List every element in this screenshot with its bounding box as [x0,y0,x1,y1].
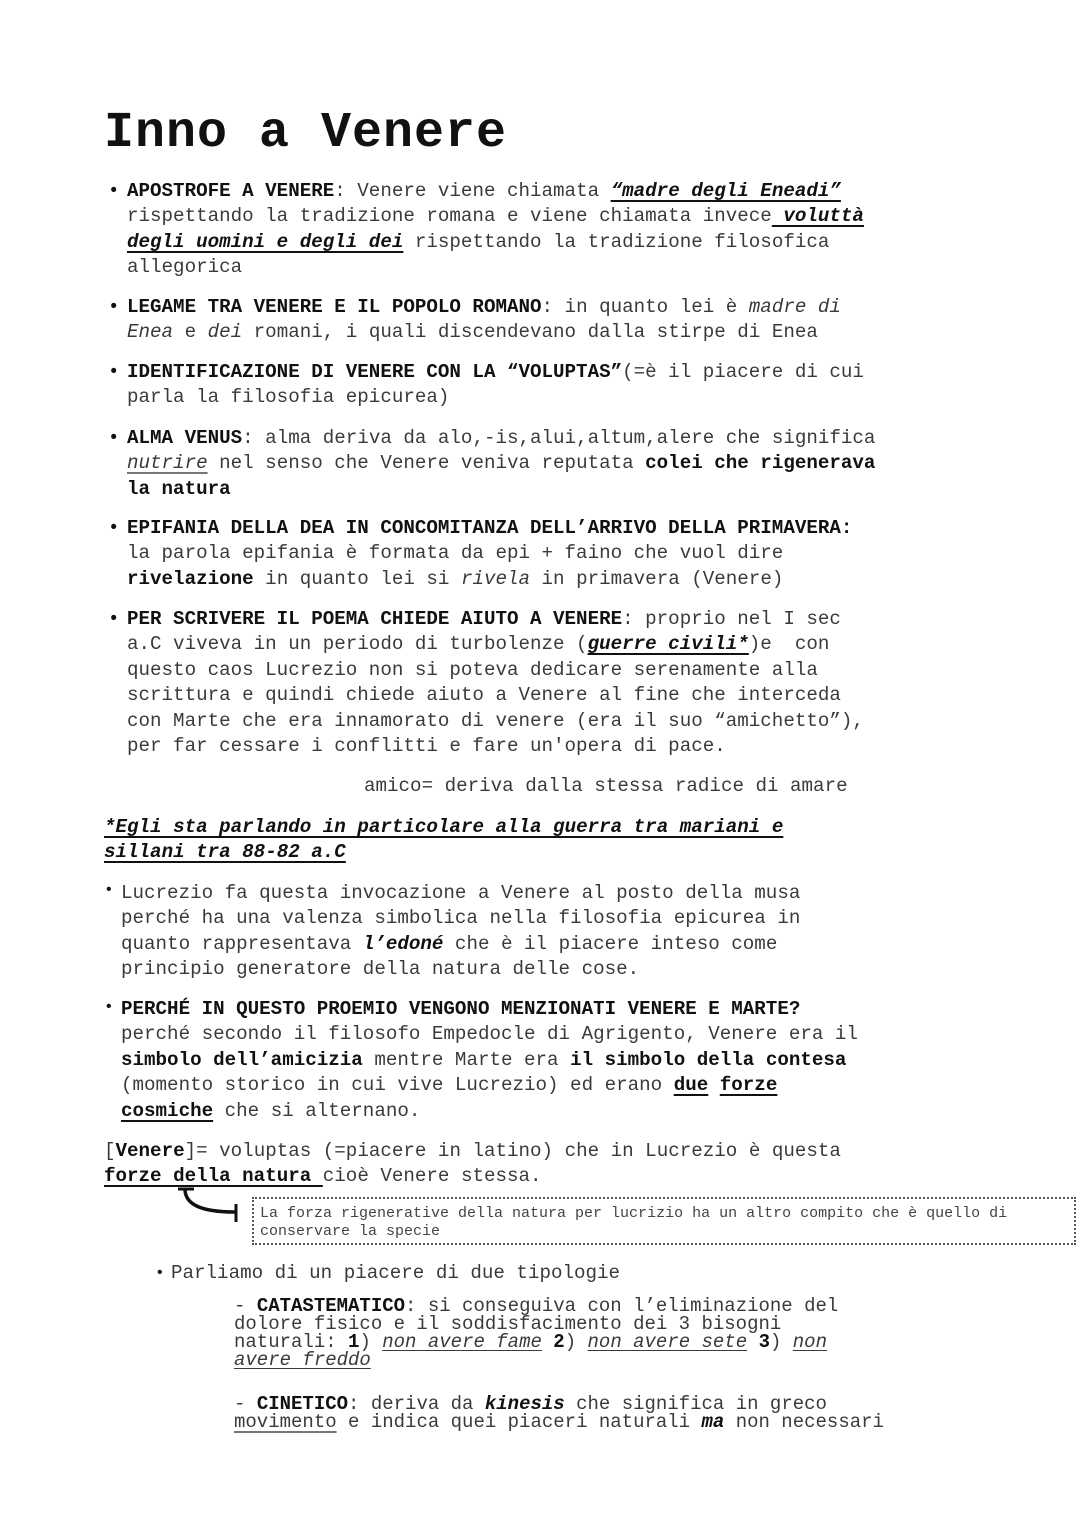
piacere-intro: Parliamo di un piacere di due tipologie [171,1262,621,1284]
piacere-cinetico: - CINETICO: deriva da kinesis che significa in greco movimento e indica quei piaceri naturali ma non necessari [234,1393,884,1433]
bullet-icon: • [108,427,120,449]
section-apostrofe: APOSTROFE A VENERE: Venere viene chiamata “madre degli Eneadi” rispettando la tradizione romana e viene chiamata invece voluttà degli uomini e degli dei rispettando la tradizione filosofica allegorica [127,180,864,279]
section-heading: PERCHÉ IN QUESTO PROEMIO VENGONO MENZIONATI VENERE E MARTE? [121,998,801,1020]
section-alma-venus: ALMA VENUS: alma deriva da alo,-is,alui,altum,alere che significa nutrire nel senso che Venere veniva reputata colei che rigenerava la natura [127,427,876,500]
piacere-catastematico: - CATASTEMATICO: si conseguiva con l’eliminazione del dolore fisico e il soddisfacimento dei 3 bisogni naturali: 1) non avere fame 2) non avere sete 3) non avere freddo [234,1295,839,1371]
callout-box: La forza rigenerative della natura per lucrizio ha un altro compito che è quello di conservare la specie [252,1197,1076,1245]
bullet-icon: • [108,517,120,539]
side-note-amico: amico= deriva dalla stessa radice di amare [364,775,848,797]
bullet-icon: • [108,296,120,318]
section-heading: APOSTROFE A VENERE [127,180,335,202]
section-identificazione: IDENTIFICAZIONE DI VENERE CON LA “VOLUPTAS”(=è il piacere di cui parla la filosofia epicurea) [127,361,864,409]
venere-definition: [Venere]= voluptas (=piacere in latino) che in Lucrezio è questa forze della natura cioè Venere stessa. [104,1140,841,1188]
section-heading: IDENTIFICAZIONE DI VENERE CON LA “VOLUPTAS” [127,361,623,383]
section-heading: EPIFANIA DELLA DEA IN CONCOMITANZA DELL’ARRIVO DELLA PRIMAVERA [127,517,841,539]
section-heading: LEGAME TRA VENERE E IL POPOLO ROMANO [127,296,542,318]
catastematico-heading: CATASTEMATICO [256,1295,406,1317]
bullet-icon: • [104,998,114,1016]
connector-arrow-icon [170,1186,250,1226]
emphasis-madre-eneadi: “madre degli Eneadi” [610,180,841,202]
section-perche: PERCHÉ IN QUESTO PROEMIO VENGONO MENZIONATI VENERE E MARTE? perché secondo il filosofo Empedocle di Agrigento, Venere era il simbolo dell’amicizia mentre Marte era il simbolo della contesa (momento storico in cui vive Lucrezio) ed erano due forze cosmiche che si alternano. [121,998,858,1122]
footnote-ref: guerre civili* [587,633,749,656]
footnote: *Egli sta parlando in particolare alla guerra tra mariani e sillani tra 88-82 a.C [104,816,784,864]
bullet-icon: • [104,881,114,899]
cinetico-heading: CINETICO [256,1393,349,1415]
bullet-icon: • [155,1264,165,1282]
section-heading: ALMA VENUS [127,427,243,449]
section-heading: PER SCRIVERE IL POEMA CHIEDE AIUTO A VENERE [127,608,623,630]
bullet-icon: • [108,608,120,630]
page-title: Inno a Venere [104,105,508,162]
bullet-icon: • [108,361,120,383]
section-poema: PER SCRIVERE IL POEMA CHIEDE AIUTO A VENERE: proprio nel I sec a.C viveva in un periodo di turbolenze (guerre civili*)e con questo caos Lucrezio non si poteva dedicare serenamente alla scrittura e quindi chiede aiuto a Venere al fine che interceda con Marte che era innamorato di venere (era il suo “amichetto”), per far cessare i conflitti e fare un'opera di pace. [127,608,864,758]
bullet-icon: • [108,180,120,202]
section-epifania: EPIFANIA DELLA DEA IN CONCOMITANZA DELL’ARRIVO DELLA PRIMAVERA: la parola epifania è formata da epi + faino che vuol dire rivelazione in quanto lei si rivela in primavera (Venere) [127,517,853,590]
section-legame: LEGAME TRA VENERE E IL POPOLO ROMANO: in quanto lei è madre di Enea e dei romani, i quali discendevano dalla stirpe di Enea [127,296,841,344]
section-lucrezio: Lucrezio fa questa invocazione a Venere al posto della musa perché ha una valenza simbolica nella filosofia epicurea in quanto rappresentava l’edoné che è il piacere inteso come principio generatore della natura delle cose. [121,882,801,981]
